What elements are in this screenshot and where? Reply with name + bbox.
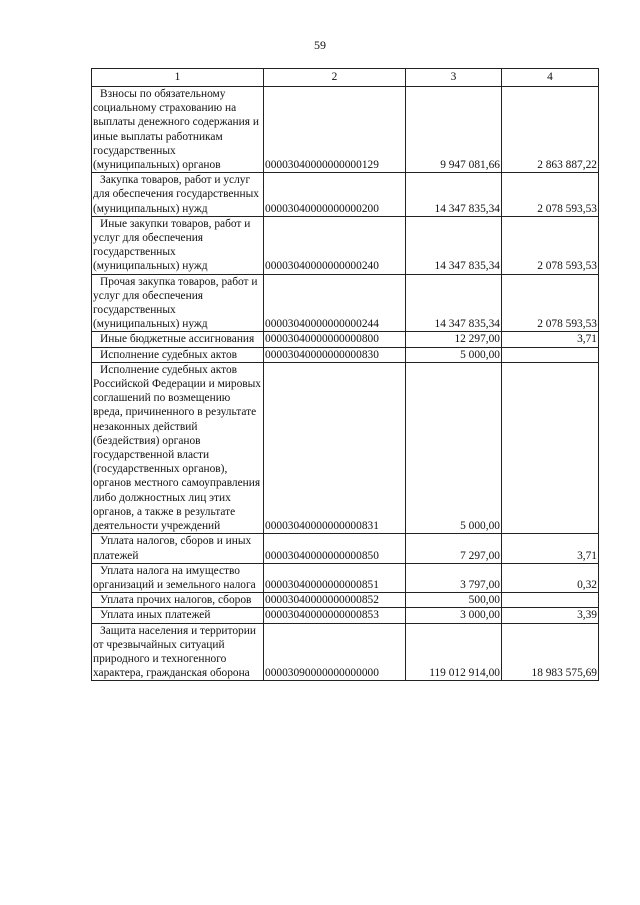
table-row: [92, 87, 599, 173]
table-row: [92, 173, 599, 217]
row-col3-value: 3 797,00: [406, 563, 502, 592]
row-col4-value: [502, 362, 599, 533]
header-col-3: 3: [406, 69, 502, 87]
header-row: [92, 69, 599, 87]
row-name: Уплата налога на имущество организаций и земельного налога: [92, 563, 264, 592]
table-row: [92, 623, 599, 681]
row-name: Исполнение судебных актов Российской Федерации и мировых соглашений по возмещению вреда, причиненного в результате незаконных действий (бездействия) органов государственной власти (государственных органов), органов местного самоуправления либо должностных лиц этих органов, а также в результате деятельности учреждений: [92, 362, 264, 533]
table-row: [92, 563, 599, 592]
row-col3-value: 119 012 914,00: [406, 623, 502, 681]
row-col3-value: 14 347 835,34: [406, 173, 502, 217]
row-col4-value: 3,71: [502, 534, 599, 563]
table-row: [92, 608, 599, 623]
row-name: Закупка товаров, работ и услуг для обеспечения государственных (муниципальных) нужд: [92, 173, 264, 217]
page-number: 59: [314, 38, 326, 52]
row-name: Взносы по обязательному социальному страхованию на выплаты денежного содержания и иные выплаты работникам государственных (муниципальных) органов: [92, 87, 264, 173]
row-col3-value: 9 947 081,66: [406, 87, 502, 173]
row-col4-value: 3,71: [502, 332, 599, 347]
row-col4-value: 0,32: [502, 563, 599, 592]
row-col4-value: 3,39: [502, 608, 599, 623]
row-code: 00003090000000000000: [264, 623, 406, 681]
row-col3-value: 3 000,00: [406, 608, 502, 623]
row-col4-value: 2 078 593,53: [502, 173, 599, 217]
table-row: [92, 362, 599, 533]
row-name: Иные бюджетные ассигнования: [92, 332, 264, 347]
row-code: 00003040000000000850: [264, 534, 406, 563]
row-code: 00003040000000000831: [264, 362, 406, 533]
row-col4-value: 2 078 593,53: [502, 274, 599, 332]
table-row: [92, 216, 599, 274]
row-col4-value: 18 983 575,69: [502, 623, 599, 681]
table-row: [92, 274, 599, 332]
row-col3-value: 5 000,00: [406, 347, 502, 362]
row-col3-value: 500,00: [406, 593, 502, 608]
row-code: 00003040000000000851: [264, 563, 406, 592]
row-col4-value: 2 078 593,53: [502, 216, 599, 274]
row-code: 00003040000000000830: [264, 347, 406, 362]
row-name: Уплата налогов, сборов и иных платежей: [92, 534, 264, 563]
table-row: [92, 347, 599, 362]
row-col3-value: 7 297,00: [406, 534, 502, 563]
row-name: Исполнение судебных актов: [92, 347, 264, 362]
row-name: Уплата иных платежей: [92, 608, 264, 623]
table-row: [92, 593, 599, 608]
row-col3-value: 12 297,00: [406, 332, 502, 347]
row-name: Иные закупки товаров, работ и услуг для обеспечения государственных (муниципальных) нужд: [92, 216, 264, 274]
row-col4-value: [502, 347, 599, 362]
table-row: [92, 332, 599, 347]
row-code: 00003040000000000200: [264, 173, 406, 217]
row-code: 00003040000000000800: [264, 332, 406, 347]
budget-table: [91, 68, 599, 681]
header-col-4: 4: [502, 69, 599, 87]
row-code: 00003040000000000853: [264, 608, 406, 623]
table-row: [92, 534, 599, 563]
row-col4-value: 2 863 887,22: [502, 87, 599, 173]
row-code: 00003040000000000852: [264, 593, 406, 608]
row-code: 00003040000000000244: [264, 274, 406, 332]
row-name: Защита населения и территории от чрезвычайных ситуаций природного и техногенного характера, гражданская оборона: [92, 623, 264, 681]
header-col-2: 2: [264, 69, 406, 87]
row-col3-value: 14 347 835,34: [406, 216, 502, 274]
row-col3-value: 14 347 835,34: [406, 274, 502, 332]
row-name: Прочая закупка товаров, работ и услуг для обеспечения государственных (муниципальных) нужд: [92, 274, 264, 332]
row-name: Уплата прочих налогов, сборов: [92, 593, 264, 608]
row-code: 00003040000000000129: [264, 87, 406, 173]
row-col4-value: [502, 593, 599, 608]
row-col3-value: 5 000,00: [406, 362, 502, 533]
row-code: 00003040000000000240: [264, 216, 406, 274]
header-col-1: 1: [92, 69, 264, 87]
